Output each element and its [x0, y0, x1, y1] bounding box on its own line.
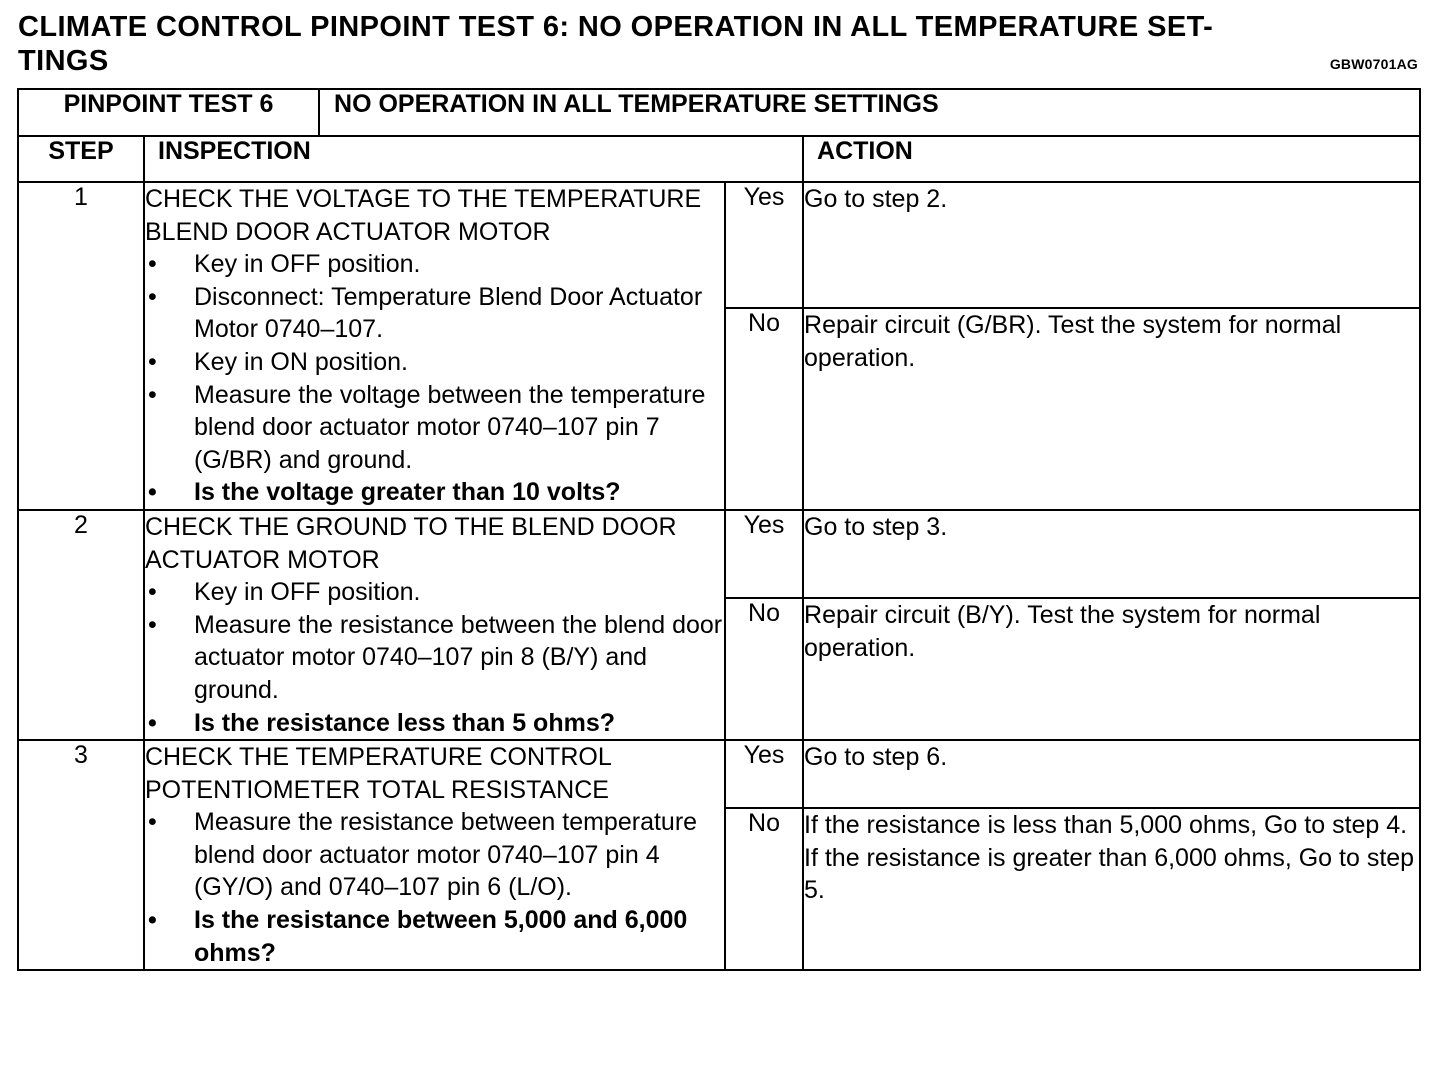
list-item: • Key in ON position. — [145, 346, 724, 379]
inspection-bullets — [145, 806, 724, 969]
step-number: 2 — [18, 510, 144, 740]
list-item: • Measure the resistance between the blend door actuator motor 0740–107 pin 8 (B/Y) and ground. — [145, 609, 724, 707]
page-title — [18, 10, 1318, 78]
step-number: 1 — [18, 182, 144, 510]
list-item: • Disconnect: Temperature Blend Door Actuator Motor 0740–107. — [145, 281, 724, 346]
list-item: • Measure the resistance between temperature blend door actuator motor 0740–107 pin 4 (GY/O) and 0740–107 pin 6 (L/O). — [145, 806, 724, 904]
inspection-bullets — [145, 576, 724, 739]
yes-action: Go to step 3. — [803, 510, 1420, 599]
inspection-question: • Is the voltage greater than 10 volts? — [145, 476, 724, 509]
no-action — [803, 808, 1420, 970]
no-action: Repair circuit (B/Y). Test the system for normal operation. — [803, 598, 1420, 740]
column-header-inspection: INSPECTION — [144, 136, 803, 182]
column-header-step: STEP — [18, 136, 144, 182]
list-item: • Key in OFF position. — [145, 248, 724, 281]
page-title-line-2: TINGS — [18, 45, 109, 77]
no-action-line-1: If the resistance is less than 5,000 ohms, Go to step 4. — [804, 811, 1408, 840]
yes-label: Yes — [725, 740, 803, 808]
inspection-question: • Is the resistance less than 5 ohms? — [145, 707, 724, 740]
column-header-action: ACTION — [803, 136, 1420, 182]
inspection-title: CHECK THE GROUND TO THE BLEND DOOR ACTUATOR MOTOR — [145, 512, 677, 574]
list-item: • Measure the voltage between the temperature blend door actuator motor 0740–107 pin 7 (G/BR) and ground. — [145, 379, 724, 477]
no-action: Repair circuit (G/BR). Test the system for normal operation. — [803, 308, 1420, 510]
no-label: No — [725, 308, 803, 510]
no-label: No — [725, 598, 803, 740]
page-title-line-1: CLIMATE CONTROL PINPOINT TEST 6: NO OPERATION IN ALL TEMPERATURE SET- — [18, 11, 1214, 43]
inspection-title: CHECK THE TEMPERATURE CONTROL POTENTIOMETER TOTAL RESISTANCE — [145, 743, 611, 804]
step-number: 3 — [18, 740, 144, 970]
inspection-cell — [144, 510, 725, 740]
table-row — [18, 182, 1420, 308]
inspection-cell — [144, 182, 725, 510]
inspection-bullets — [145, 248, 724, 509]
no-action-line-2: If the resistance is greater than 6,000 ohms, Go to step 5. — [804, 843, 1415, 905]
inspection-cell — [144, 740, 725, 970]
figure-code: GBW0701AG — [1329, 56, 1418, 72]
yes-action: Go to step 6. — [803, 740, 1420, 808]
list-item: • Key in OFF position. — [145, 576, 724, 609]
table-row — [18, 510, 1420, 599]
table-row — [18, 740, 1420, 808]
pinpoint-test-table — [17, 88, 1421, 971]
test-label: PINPOINT TEST 6 — [18, 89, 319, 136]
yes-label: Yes — [725, 182, 803, 308]
no-label: No — [725, 808, 803, 970]
yes-action: Go to step 2. — [803, 182, 1420, 308]
inspection-title: CHECK THE VOLTAGE TO THE TEMPERATURE BLEND DOOR ACTUATOR MOTOR — [145, 185, 702, 246]
table-header-row — [18, 89, 1420, 136]
column-header-row — [18, 136, 1420, 182]
yes-label: Yes — [725, 510, 803, 599]
inspection-question: • Is the resistance between 5,000 and 6,000 ohms? — [145, 904, 724, 969]
test-title: NO OPERATION IN ALL TEMPERATURE SETTINGS — [319, 89, 1420, 136]
